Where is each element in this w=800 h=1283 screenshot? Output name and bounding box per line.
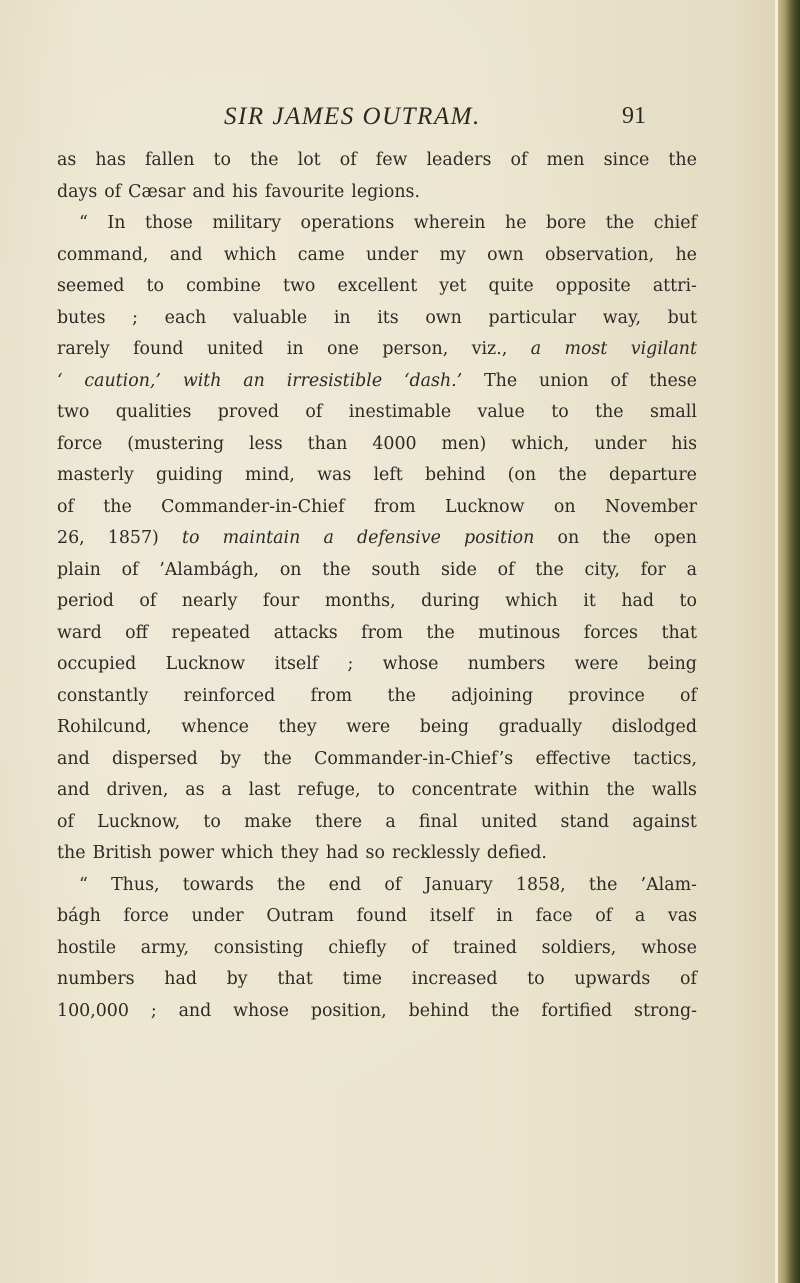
word: one xyxy=(326,339,359,359)
word: maintain xyxy=(222,528,301,548)
word: wherein xyxy=(413,213,486,233)
word: found xyxy=(356,906,408,926)
word: mind, xyxy=(245,465,295,485)
word: recklessly xyxy=(391,843,480,863)
word: they xyxy=(278,717,317,737)
word: each xyxy=(164,307,207,328)
word: of xyxy=(339,150,357,170)
word: position, xyxy=(310,1000,387,1021)
word: military xyxy=(212,213,282,233)
word: attacks xyxy=(273,622,338,643)
text-line xyxy=(57,586,697,618)
word: a xyxy=(634,906,646,926)
word: which xyxy=(505,591,558,611)
word: an xyxy=(243,370,265,391)
word: value xyxy=(477,402,525,422)
word: against xyxy=(632,811,697,832)
word: of xyxy=(57,811,74,832)
word: ; xyxy=(347,654,354,674)
word: since xyxy=(603,150,650,170)
word: the xyxy=(387,685,416,706)
word: numbers xyxy=(467,654,546,674)
word: were xyxy=(574,654,619,674)
word: of xyxy=(510,150,528,170)
word: behind xyxy=(424,465,486,485)
word: union xyxy=(539,370,589,391)
text-line xyxy=(57,555,697,587)
text-line xyxy=(57,775,697,807)
word: province xyxy=(568,685,645,706)
word: viz., xyxy=(471,339,508,359)
word: and xyxy=(57,780,90,800)
word: person, xyxy=(382,339,449,359)
word: itself xyxy=(274,654,319,674)
word: irresistible xyxy=(286,370,383,391)
word: last xyxy=(248,780,281,800)
word: found xyxy=(133,339,184,359)
word: masterly xyxy=(57,465,134,485)
word: seemed xyxy=(57,276,125,296)
word: side xyxy=(440,559,477,580)
word: qualities xyxy=(115,402,192,422)
text-line xyxy=(57,649,697,681)
word: the xyxy=(605,213,635,233)
word: from xyxy=(373,496,416,517)
text-line xyxy=(57,901,697,933)
word: open xyxy=(653,528,697,548)
word: opposite xyxy=(555,276,631,296)
word: had xyxy=(325,843,359,863)
word: as xyxy=(57,150,77,170)
word: the xyxy=(57,843,86,863)
word: to xyxy=(203,811,221,832)
word: upwards xyxy=(574,969,651,989)
word: to xyxy=(527,969,545,989)
word: two xyxy=(283,276,316,296)
word: 1858, xyxy=(515,874,566,895)
word: has xyxy=(95,150,126,170)
word: Commander-in-Chief’s xyxy=(314,748,514,769)
word: ward xyxy=(57,622,102,643)
word: Commander-in-Chief xyxy=(161,496,345,517)
word: he xyxy=(675,244,697,265)
word: itself xyxy=(429,906,474,926)
word: south xyxy=(371,559,421,580)
word: period xyxy=(57,591,114,611)
word: operations xyxy=(300,213,395,233)
word: Thus, xyxy=(111,874,160,895)
word: within xyxy=(534,780,590,800)
word: the xyxy=(606,780,635,800)
word: Lucknow, xyxy=(97,811,181,832)
word: hostile xyxy=(57,937,116,958)
word: face xyxy=(535,906,573,926)
word: The xyxy=(484,370,518,391)
word: Outram xyxy=(266,906,334,926)
word: the xyxy=(588,874,618,895)
word: left xyxy=(373,465,403,485)
text-line xyxy=(57,712,697,744)
word: end xyxy=(328,874,362,895)
word: than xyxy=(307,433,348,454)
word: to xyxy=(551,402,569,422)
word: bore xyxy=(546,213,587,233)
word: ; xyxy=(132,307,139,328)
word: in xyxy=(333,307,351,328)
word: whose xyxy=(382,654,439,674)
word: quite xyxy=(488,276,534,296)
word: departure xyxy=(608,465,697,485)
text-line xyxy=(57,145,697,177)
word: “ xyxy=(79,874,88,895)
word: Cæsar xyxy=(128,181,186,202)
word: 4000 xyxy=(372,433,417,454)
word: defied. xyxy=(486,843,547,863)
word: walls xyxy=(651,780,697,800)
word: the xyxy=(426,622,455,643)
word: to xyxy=(377,780,395,800)
word: which xyxy=(220,843,274,863)
word: a xyxy=(323,528,334,548)
word: during xyxy=(421,591,480,611)
word: under xyxy=(594,433,647,454)
word: increased xyxy=(411,969,498,989)
word: to xyxy=(181,528,200,548)
word: the xyxy=(263,748,292,769)
word: excellent xyxy=(337,276,418,296)
word: there xyxy=(315,811,363,832)
word: trained xyxy=(452,937,517,958)
word: the xyxy=(250,150,279,170)
word: occupied xyxy=(57,654,137,674)
word: make xyxy=(244,811,292,832)
word: its xyxy=(377,307,399,328)
word: of xyxy=(610,370,628,391)
word: came xyxy=(297,244,345,265)
text-line xyxy=(57,807,697,839)
text-line xyxy=(57,618,697,650)
text-line xyxy=(57,744,697,776)
text-line xyxy=(57,334,697,366)
word: Lucknow xyxy=(165,654,246,674)
text-line xyxy=(57,964,697,996)
word: and xyxy=(178,1000,212,1021)
word: months, xyxy=(324,591,396,611)
word: ‘dash.’ xyxy=(404,370,463,391)
text-line xyxy=(57,208,697,240)
word: by xyxy=(226,969,248,989)
word: final xyxy=(418,811,458,832)
word: of xyxy=(57,496,74,517)
word: days xyxy=(57,181,98,202)
word: he xyxy=(505,213,527,233)
word: favourite xyxy=(264,181,345,202)
text-line xyxy=(57,271,697,303)
word: power xyxy=(158,843,214,863)
word: less xyxy=(249,433,283,454)
word: on xyxy=(553,496,576,517)
word: had xyxy=(164,969,197,989)
word: constantly xyxy=(57,685,149,706)
word: fallen xyxy=(144,150,195,170)
word: command, xyxy=(57,244,149,265)
word: adjoining xyxy=(451,685,534,706)
word: chiefly xyxy=(328,937,387,958)
word: of xyxy=(595,906,613,926)
word: In xyxy=(107,213,126,233)
word: his xyxy=(671,433,697,454)
word: refuge, xyxy=(297,780,361,800)
word: legions. xyxy=(351,181,420,202)
word: army, xyxy=(140,937,189,958)
word: January xyxy=(424,874,493,895)
text-line xyxy=(57,523,697,555)
word: November xyxy=(604,496,697,517)
word: on xyxy=(279,559,302,580)
word: united xyxy=(206,339,264,359)
word: 1857) xyxy=(107,528,159,548)
word: the xyxy=(490,1000,520,1021)
word: dislodged xyxy=(611,717,697,737)
word: ’Alam- xyxy=(640,874,697,895)
word: dispersed xyxy=(112,748,198,769)
word: in xyxy=(286,339,304,359)
word: vigilant xyxy=(630,339,697,359)
page-header xyxy=(0,103,800,143)
text-line xyxy=(57,429,697,461)
word: Rohilcund, xyxy=(57,717,152,737)
word: defensive xyxy=(356,528,441,548)
word: concentrate xyxy=(411,780,518,800)
book-binding-edge xyxy=(778,0,800,1283)
word: of xyxy=(305,402,323,422)
word: chief xyxy=(653,213,697,233)
text-line xyxy=(57,996,697,1028)
word: whose xyxy=(641,937,697,958)
word: stand xyxy=(560,811,610,832)
word: four xyxy=(262,591,300,611)
word: and xyxy=(169,244,203,265)
word: so xyxy=(365,843,385,863)
word: united xyxy=(480,811,538,832)
word: men) xyxy=(441,433,487,454)
word: behind xyxy=(408,1000,470,1021)
word: combine xyxy=(186,276,261,296)
word: driven, xyxy=(106,780,169,800)
running-head: SIR JAMES OUTRAM. xyxy=(224,103,481,130)
word: the xyxy=(558,465,587,485)
word: and xyxy=(57,748,90,769)
word: of xyxy=(411,937,429,958)
word: valuable xyxy=(232,307,308,328)
word: tactics, xyxy=(633,748,697,769)
word: that xyxy=(661,622,697,643)
word: repeated xyxy=(171,622,251,643)
text-line xyxy=(57,933,697,965)
word: of xyxy=(104,181,122,202)
word: position xyxy=(464,528,535,548)
word: a xyxy=(686,559,697,580)
word: of xyxy=(680,969,697,989)
word: of xyxy=(680,685,697,706)
word: was xyxy=(317,465,352,485)
text-line xyxy=(57,366,697,398)
word: the xyxy=(322,559,351,580)
body-text xyxy=(57,145,697,1027)
word: to xyxy=(213,150,231,170)
word: under xyxy=(365,244,419,265)
word: and xyxy=(192,181,226,202)
word: numbers xyxy=(57,969,135,989)
word: the xyxy=(668,150,697,170)
word: towards xyxy=(182,874,254,895)
word: vas xyxy=(667,906,697,926)
word: inestimable xyxy=(348,402,452,422)
word: strong- xyxy=(634,1000,697,1021)
word: 100,000 xyxy=(57,1000,129,1021)
text-line xyxy=(57,240,697,272)
word: rarely xyxy=(57,339,110,359)
word: it xyxy=(583,591,596,611)
word: that xyxy=(277,969,313,989)
word: time xyxy=(342,969,382,989)
word: the xyxy=(602,528,631,548)
word: nearly xyxy=(181,591,238,611)
word: a xyxy=(385,811,396,832)
word: own xyxy=(425,307,462,328)
word: the xyxy=(276,874,306,895)
word: 26, xyxy=(57,528,85,548)
word: they xyxy=(280,843,319,863)
word: Lucknow xyxy=(444,496,525,517)
word: men xyxy=(546,150,585,170)
word: soldiers, xyxy=(541,937,617,958)
word: caution,’ xyxy=(84,370,161,391)
word: (on xyxy=(507,465,537,485)
word: most xyxy=(564,339,608,359)
word: were xyxy=(346,717,391,737)
word: a xyxy=(221,780,232,800)
word: effective xyxy=(535,748,611,769)
word: ‘ xyxy=(57,370,63,391)
word: of xyxy=(121,559,139,580)
page-number: 91 xyxy=(622,103,646,129)
word: way, xyxy=(602,307,641,328)
word: of xyxy=(497,559,515,580)
word: leaders xyxy=(426,150,492,170)
word: of xyxy=(139,591,157,611)
word: from xyxy=(361,622,403,643)
word: reinforced xyxy=(183,685,276,706)
text-line xyxy=(57,460,697,492)
word: force xyxy=(123,906,169,926)
word: whence xyxy=(181,717,249,737)
word: guiding xyxy=(155,465,223,485)
word: two xyxy=(57,402,90,422)
word: own xyxy=(487,244,524,265)
word: forces xyxy=(583,622,638,643)
word: British xyxy=(92,843,152,863)
word: mutinous xyxy=(478,622,561,643)
text-line xyxy=(57,492,697,524)
word: “ xyxy=(79,213,88,233)
word: to xyxy=(146,276,164,296)
word: under xyxy=(191,906,244,926)
word: the xyxy=(595,402,624,422)
word: small xyxy=(650,402,697,422)
word: yet xyxy=(439,276,467,296)
text-line xyxy=(57,870,697,902)
word: attri- xyxy=(652,276,697,296)
word: the xyxy=(535,559,564,580)
word: gradually xyxy=(498,717,583,737)
word: which xyxy=(223,244,277,265)
word: which, xyxy=(511,433,570,454)
word: from xyxy=(310,685,353,706)
word: these xyxy=(649,370,697,391)
word: observation, xyxy=(545,244,655,265)
word: with xyxy=(182,370,222,391)
word: few xyxy=(375,150,408,170)
word: being xyxy=(647,654,697,674)
word: force xyxy=(57,433,103,454)
word: consisting xyxy=(213,937,304,958)
word: (mustering xyxy=(127,433,225,454)
text-line xyxy=(57,681,697,713)
word: my xyxy=(439,244,466,265)
word: but xyxy=(667,307,697,328)
word: off xyxy=(125,622,148,643)
word: city, xyxy=(584,559,620,580)
text-line xyxy=(57,397,697,429)
word: the xyxy=(103,496,132,517)
word: fortified xyxy=(541,1000,613,1021)
word: those xyxy=(144,213,193,233)
word: on xyxy=(557,528,580,548)
word: lot xyxy=(297,150,321,170)
word: ’Alambágh, xyxy=(159,559,260,580)
word: plain xyxy=(57,559,101,580)
word: particular xyxy=(488,307,577,328)
word: ; xyxy=(150,1000,157,1021)
word: for xyxy=(640,559,666,580)
word: butes xyxy=(57,307,106,328)
word: to xyxy=(679,591,697,611)
text-line xyxy=(57,303,697,335)
text-line xyxy=(57,838,697,870)
text-line xyxy=(57,177,697,209)
word: by xyxy=(220,748,241,769)
word: a xyxy=(530,339,542,359)
word: his xyxy=(232,181,258,202)
word: proved xyxy=(217,402,279,422)
word: as xyxy=(185,780,205,800)
word: whose xyxy=(233,1000,289,1021)
word: being xyxy=(419,717,470,737)
word: bágh xyxy=(57,906,101,926)
word: had xyxy=(621,591,655,611)
word: of xyxy=(384,874,402,895)
word: in xyxy=(496,906,513,926)
